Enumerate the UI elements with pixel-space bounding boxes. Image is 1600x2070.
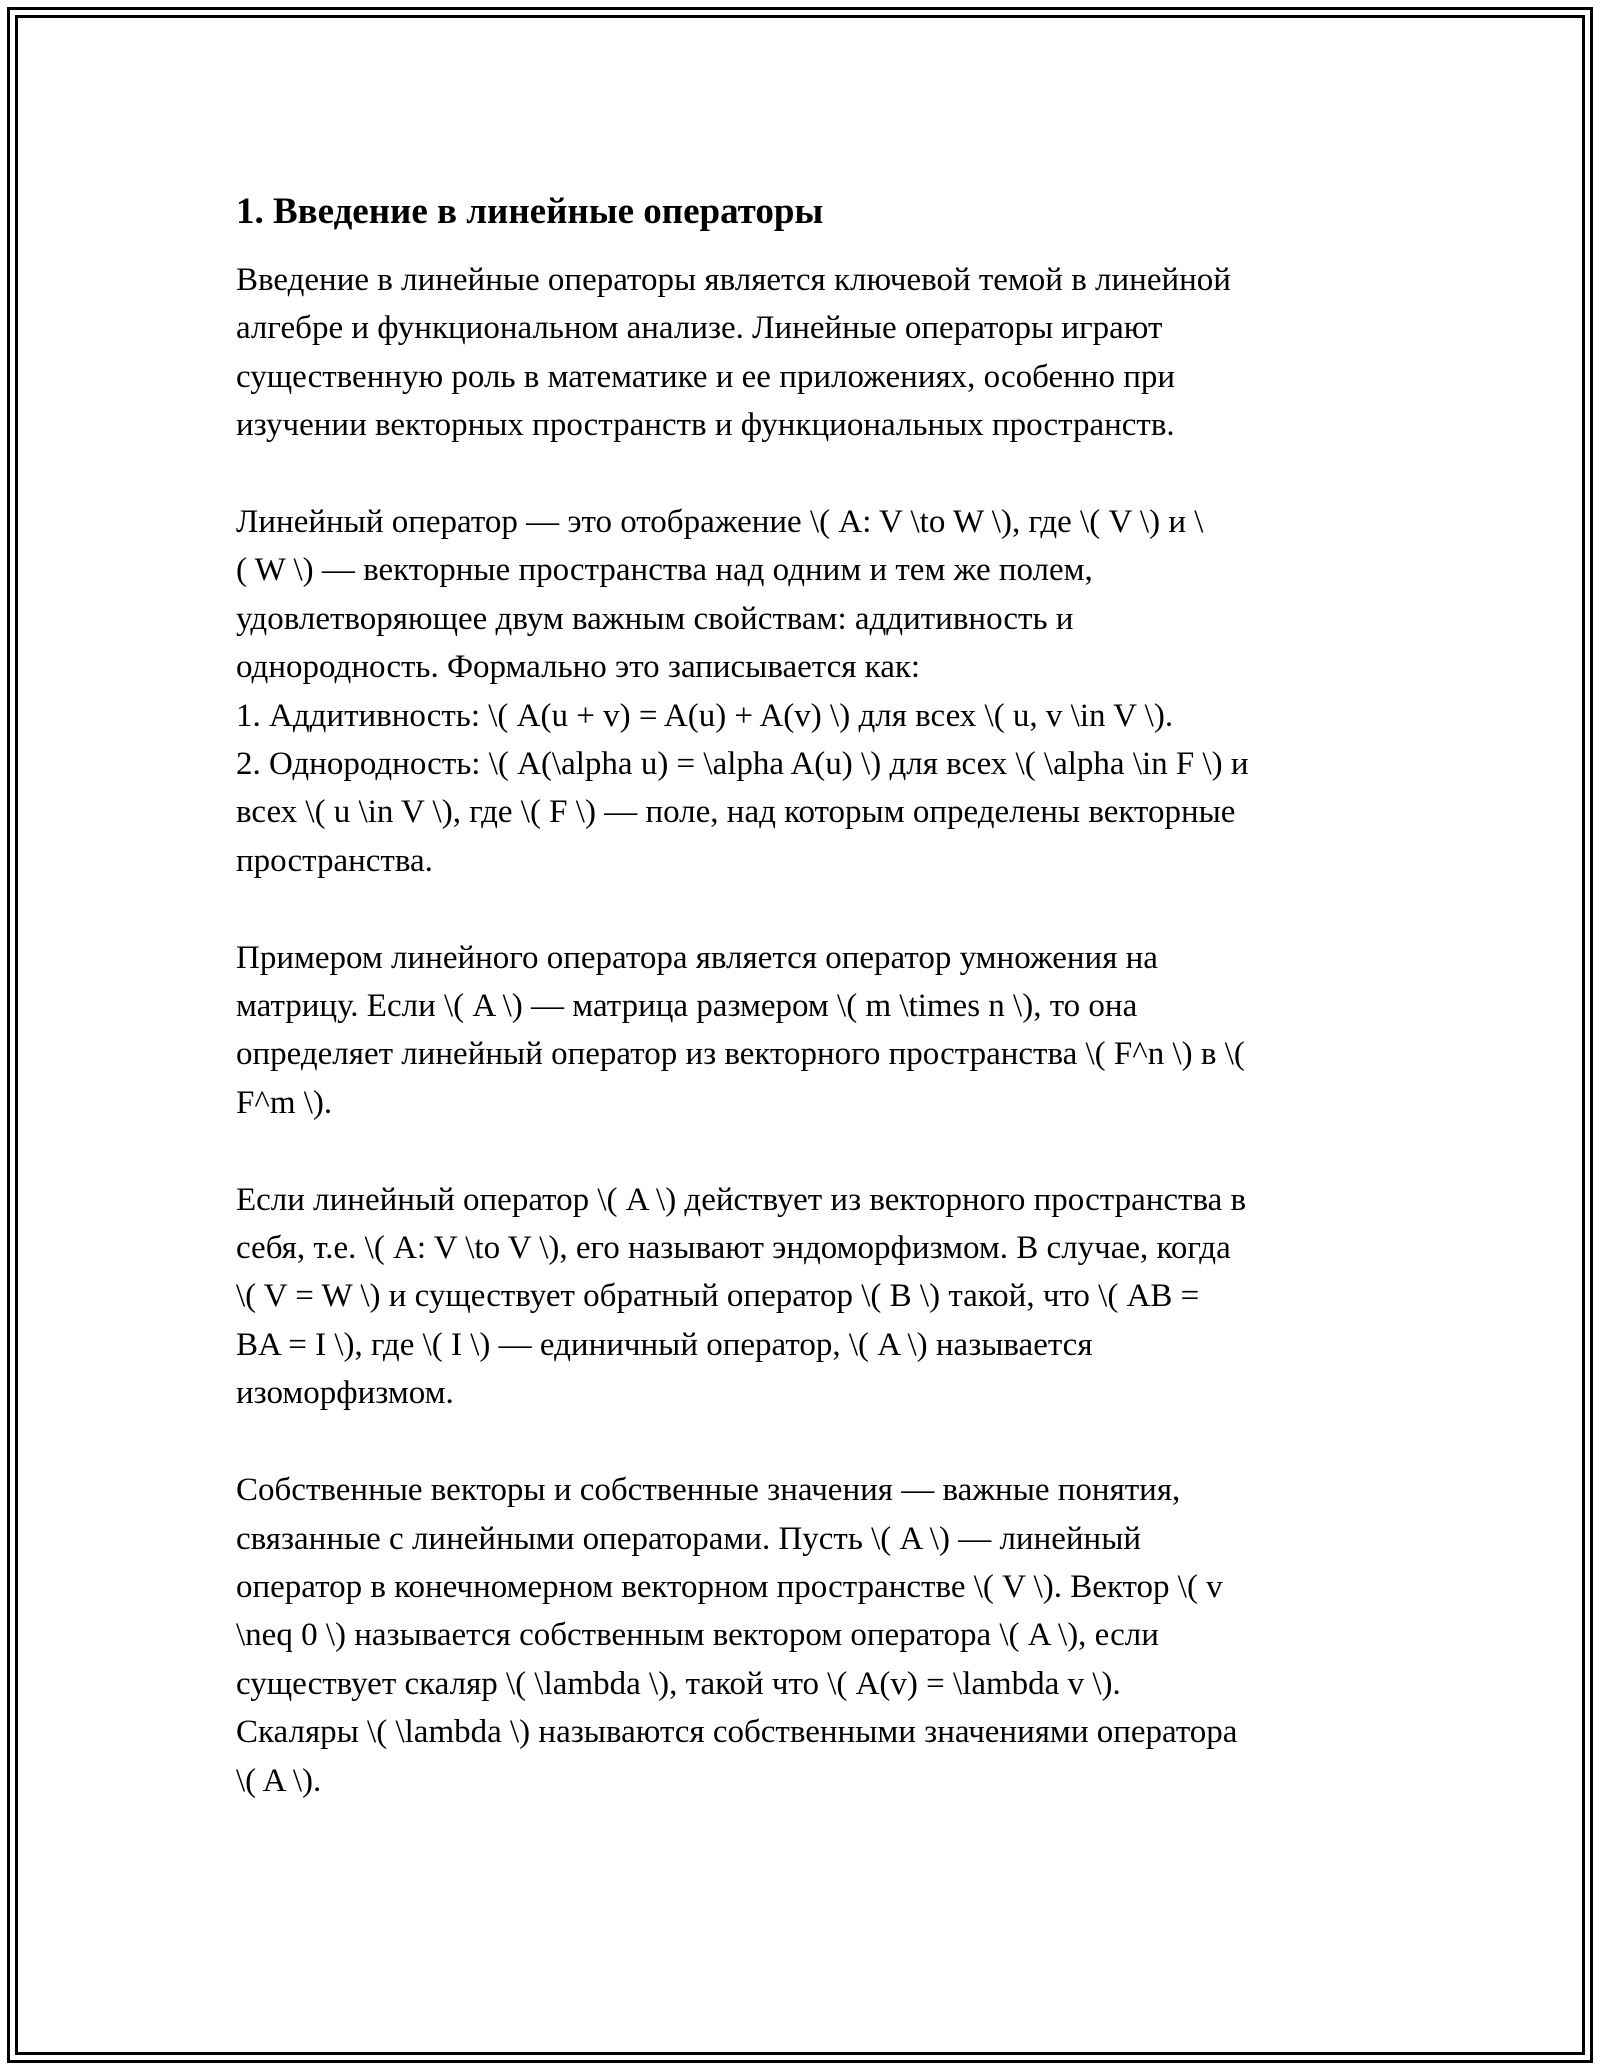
text-line: Введение в линейные операторы является ключевой темой в линейной [236, 262, 1231, 298]
paragraph-eigen [236, 1466, 1386, 1805]
paragraph-matrix-example [236, 934, 1386, 1128]
text-line: матрицу. Если \( A \) — матрица размером \( m \times n \), то она [236, 988, 1138, 1025]
text-line: 2. Однородность: \( A(\alpha u) = \alpha A(u) \) для всех \( \alpha \in F \) и [236, 746, 1249, 783]
text-line: оператор в конечномерном векторном пространстве \( V \). Вектор \( v [236, 1568, 1223, 1605]
text-line: \neq 0 \) называется собственным вектором оператора \( A \), если [236, 1617, 1159, 1654]
text-line: Собственные векторы и собственные значения — важные понятия, [236, 1472, 1181, 1509]
text-line: существенную роль в математике и ее приложениях, особенно при [236, 358, 1176, 395]
text-line: \( V = W \) и существует обратный оператор \( B \) такой, что \( AB = [236, 1278, 1200, 1315]
text-line: пространства. [236, 842, 433, 879]
paragraph-definition [236, 498, 1386, 885]
section-heading: 1. Введение в линейные операторы [236, 191, 824, 232]
text-line: существует скаляр \( \lambda \), такой что \( A(v) = \lambda v \). [236, 1665, 1121, 1702]
text-line: Если линейный оператор \( A \) действует из векторного пространства в [236, 1181, 1247, 1218]
text-line: 1. Аддитивность: \( A(u + v) = A(u) + A(v) \) для всех \( u, v \in V \). [236, 697, 1174, 734]
text-line: Скаляры \( \lambda \) называются собственными значениями оператора [236, 1714, 1238, 1751]
text-line: BA = I \), где \( I \) — единичный оператор, \( A \) называется [236, 1326, 1093, 1363]
document-body [236, 185, 1386, 1805]
text-line: Линейный оператор — это отображение \( A: V \to W \), где \( V \) и \ [236, 504, 1204, 541]
text-line: изоморфизмом. [236, 1375, 454, 1412]
text-line: алгебре и функциональном анализе. Линейные операторы играют [236, 310, 1163, 347]
text-line: себя, т.е. \( A: V \to V \), его называют эндоморфизмом. В случае, когда [236, 1230, 1231, 1267]
text-line: всех \( u \in V \), где \( F \) — поле, над которым определены векторные [236, 794, 1236, 831]
text-line: изучении векторных пространств и функциональных пространств. [236, 407, 1175, 444]
text-line: F^m \). [236, 1084, 333, 1121]
text-line: связанные с линейными операторами. Пусть \( A \) — линейный [236, 1520, 1142, 1557]
paragraph-endomorphism [236, 1176, 1386, 1418]
text-line: однородность. Формально это записывается как: [236, 649, 921, 686]
text-line: Примером линейного оператора является оператор умножения на [236, 939, 1158, 976]
paragraph-intro [236, 256, 1386, 450]
text-line: определяет линейный оператор из векторного пространства \( F^n \) в \( [236, 1036, 1245, 1073]
text-line: \( A \). [236, 1762, 322, 1799]
text-line: удовлетворяющее двум важным свойствам: аддитивность и [236, 600, 1074, 637]
text-line: ( W \) — векторные пространства над одним и тем же полем, [236, 552, 1093, 589]
